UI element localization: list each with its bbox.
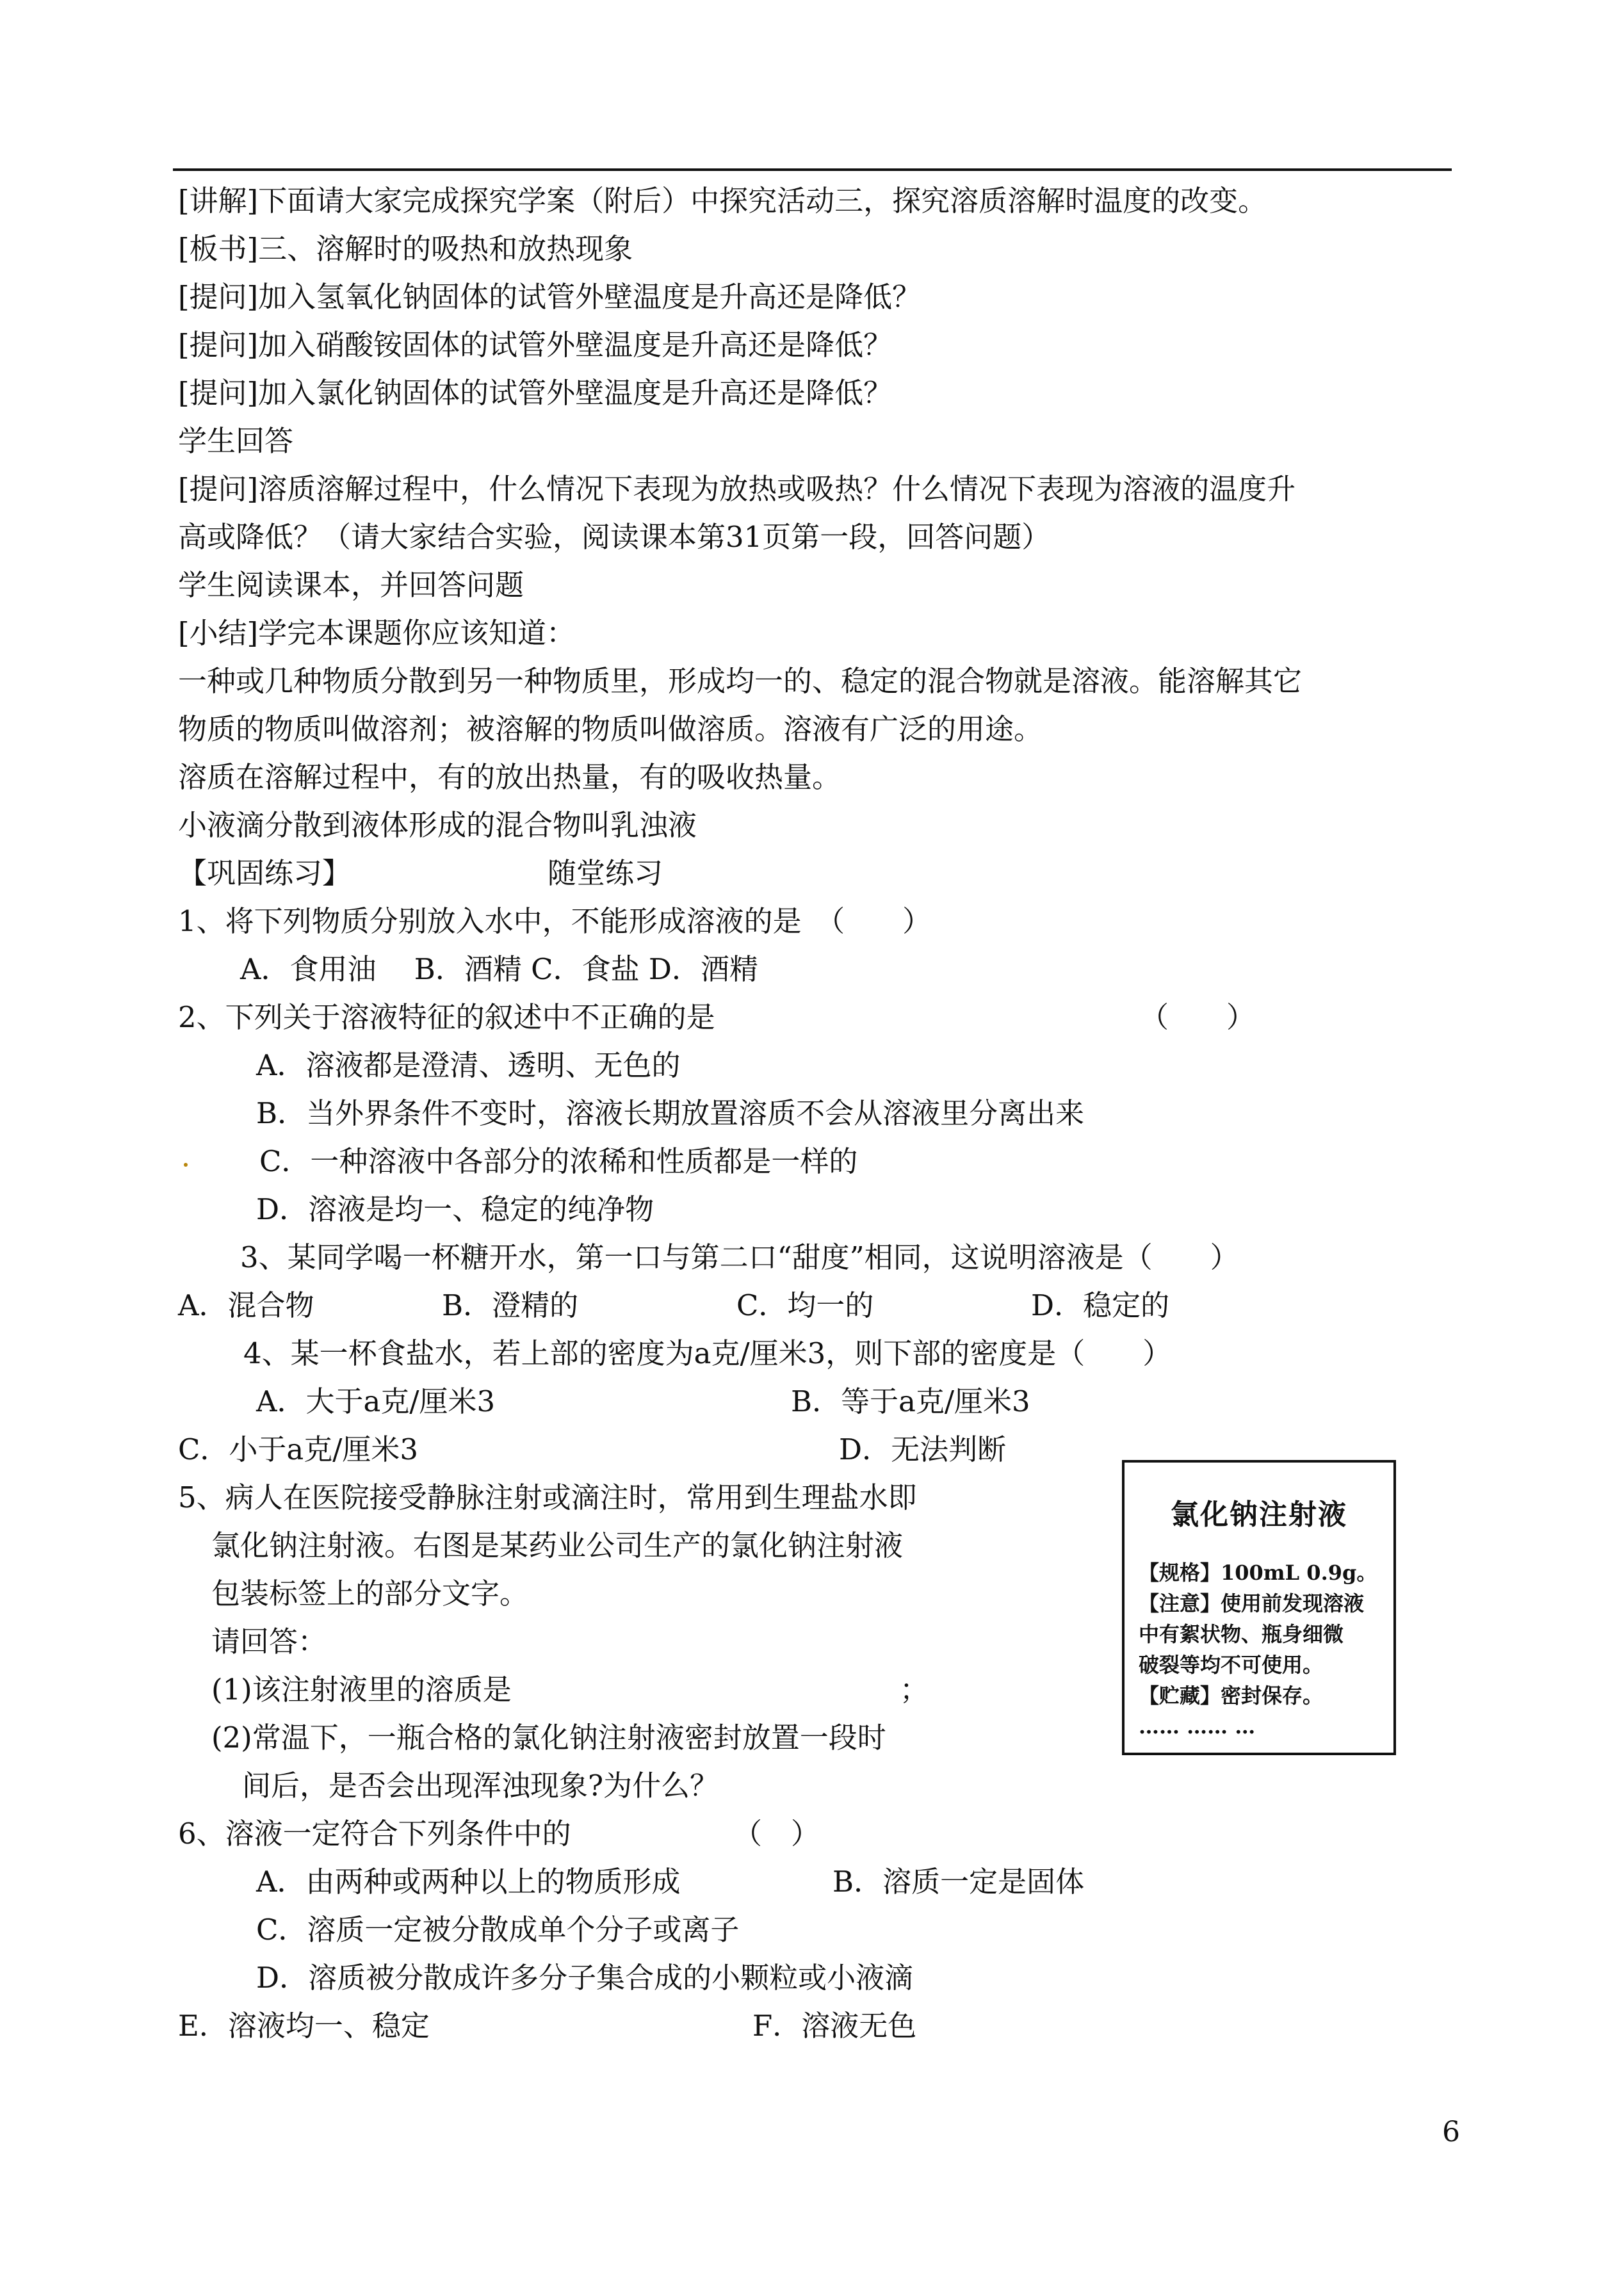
option-b: B．澄精的 xyxy=(442,1288,579,1322)
option-a: A．大于a克/厘米3 xyxy=(256,1384,496,1418)
option-a: A．由两种或两种以上的物质形成 xyxy=(256,1865,681,1899)
text-line: 学生回答 xyxy=(178,424,294,458)
question-1-options: A．食用油 B．酒精 C．食盐 D．酒精 xyxy=(240,952,758,986)
label-title: 氯化钠注射液 xyxy=(1171,1498,1347,1531)
sub-question-2: (2)常温下，一瓶合格的氯化钠注射液密封放置一段时 xyxy=(211,1721,886,1755)
label-line: 【规格】100mL 0.9g。 xyxy=(1139,1561,1377,1585)
label-line: …… …… … xyxy=(1139,1714,1256,1739)
question-5: 5、病人在医院接受静脉注射或滴注时，常用到生理盐水即 xyxy=(178,1480,917,1514)
text-line: 溶质在溶解过程中，有的放出热量，有的吸收热量。 xyxy=(178,760,841,794)
text-line: ； xyxy=(900,1673,929,1707)
option-b: B．当外界条件不变时，溶液长期放置溶质不会从溶液里分离出来 xyxy=(256,1096,1085,1130)
label-line: 【注意】使用前发现溶液 xyxy=(1139,1591,1365,1616)
question-3: 3、某同学喝一杯糖开水，第一口与第二口“甜度”相同，这说明溶液是（ ） xyxy=(240,1240,1239,1274)
sub-question-1: (1)该注射液里的溶质是 xyxy=(211,1673,512,1707)
option-c: C．一种溶液中各部分的浓稀和性质都是一样的 xyxy=(259,1144,858,1178)
text-line: 小液滴分散到液体形成的混合物叫乳浊液 xyxy=(178,808,697,842)
text-line: 请回答： xyxy=(211,1625,327,1658)
option-c: C．小于a克/厘米3 xyxy=(178,1432,419,1466)
question-2: 2、下列关于溶液特征的叙述中不正确的是 xyxy=(178,1000,715,1034)
text-line: [讲解]下面请大家完成探究学案（附后）中探究活动三，探究溶质溶解时温度的改变。 xyxy=(178,184,1267,218)
option-d: D．溶质被分散成许多分子集合成的小颗粒或小液滴 xyxy=(256,1961,914,1995)
answer-bracket: （ ） xyxy=(733,1817,820,1851)
text-line: 氯化钠注射液。右图是某药业公司生产的氯化钠注射液 xyxy=(211,1529,904,1562)
option-e: E．溶液均一、稳定 xyxy=(178,2009,430,2043)
section-heading: 【巩固练习】 xyxy=(178,856,352,890)
stray-mark xyxy=(184,1163,188,1167)
text-line: [小结]学完本课题你应该知道： xyxy=(178,616,576,650)
text-line: 包装标签上的部分文字。 xyxy=(211,1577,529,1610)
text-line: 学生阅读课本，并回答问题 xyxy=(178,568,524,602)
question-1: 1、将下列物质分别放入水中，不能形成溶液的是 （ ） xyxy=(178,904,932,938)
option-a: A．溶液都是澄清、透明、无色的 xyxy=(256,1048,681,1082)
text-line: [板书]三、溶解时的吸热和放热现象 xyxy=(178,232,633,266)
label-line: 破裂等均不可使用。 xyxy=(1139,1653,1324,1677)
text-line: 物质的物质叫做溶剂；被溶解的物质叫做溶质。溶液有广泛的用途。 xyxy=(178,712,1043,746)
section-subheading: 随堂练习 xyxy=(548,856,663,890)
page-number: 6 xyxy=(1442,2116,1460,2148)
text-line: [提问]加入硝酸铵固体的试管外壁温度是升高还是降低？ xyxy=(178,328,893,362)
question-4: 4、某一杯食盐水，若上部的密度为a克/厘米3，则下部的密度是（ ） xyxy=(243,1336,1172,1370)
option-d: D．稳定的 xyxy=(1031,1288,1170,1322)
text-line: 间后，是否会出现浑浊现象?为什么？ xyxy=(242,1769,719,1803)
injection-label xyxy=(1122,1460,1396,1755)
text-line: [提问]加入氯化钠固体的试管外壁温度是升高还是降低？ xyxy=(178,376,893,410)
option-d: D．溶液是均一、稳定的纯净物 xyxy=(256,1192,654,1226)
text-line: 高或降低？（请大家结合实验，阅读课本第31页第一段，回答问题） xyxy=(178,520,1051,554)
option-a: A．混合物 xyxy=(178,1288,314,1322)
label-line: 中有絮状物、瓶身细微 xyxy=(1139,1622,1344,1646)
text-line: 一种或几种物质分散到另一种物质里，形成均一的、稳定的混合物就是溶液。能溶解其它 xyxy=(178,664,1303,698)
text-line: [提问]溶质溶解过程中，什么情况下表现为放热或吸热？什么情况下表现为溶液的温度升 xyxy=(178,472,1296,506)
option-f: F．溶液无色 xyxy=(752,2009,917,2043)
option-d: D．无法判断 xyxy=(839,1432,1007,1466)
label-line: 【贮藏】密封保存。 xyxy=(1139,1683,1324,1708)
option-b: B．等于a克/厘米3 xyxy=(791,1384,1030,1418)
option-c: C．均一的 xyxy=(736,1288,874,1322)
option-b: B．溶质一定是固体 xyxy=(832,1865,1085,1899)
text-line: [提问]加入氢氧化钠固体的试管外壁温度是升高还是降低？ xyxy=(178,280,922,314)
answer-bracket: （ ） xyxy=(1140,1000,1256,1034)
question-6: 6、溶液一定符合下列条件中的 xyxy=(178,1817,571,1851)
option-c: C．溶质一定被分散成单个分子或离子 xyxy=(256,1913,740,1947)
header-rule xyxy=(173,168,1452,171)
